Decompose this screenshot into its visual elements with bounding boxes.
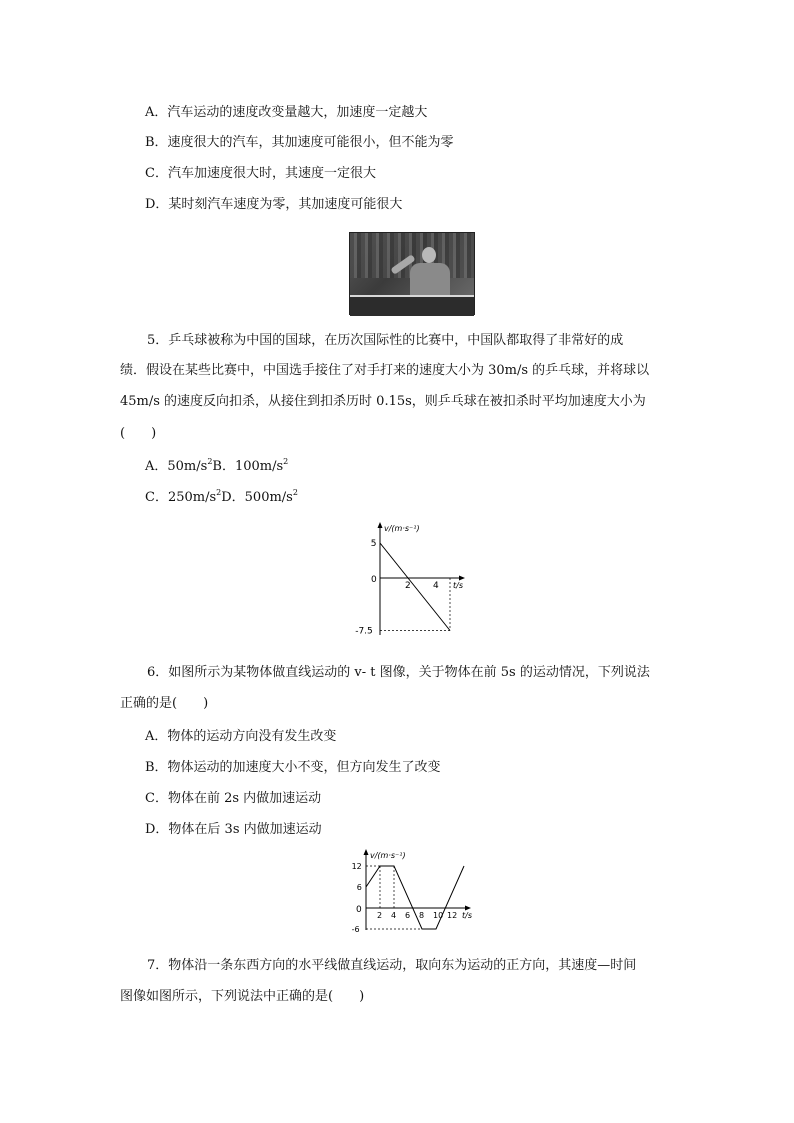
q5-option-c-sup: 2	[216, 488, 222, 497]
y-tick-label: 6	[356, 883, 362, 892]
chart2-y-arrow	[364, 849, 369, 855]
q5-line-1: 5．乒乓球被称为中国的国球，在历次国际性的比赛中，中国队都取得了非常好的成	[147, 333, 624, 348]
q5-option-d: D．500m/s	[221, 490, 293, 505]
q5-option-a: A．50m/s	[145, 459, 208, 474]
q6-option-c: C．物体在前 2s 内做加速运动	[145, 791, 322, 806]
q4-option-c: C．汽车加速度很大时，其速度一定很大	[145, 166, 376, 181]
q5-option-c: C．250m/s	[145, 490, 217, 505]
q6-line-2: 正确的是( )	[120, 696, 209, 711]
q4-option-a: A．汽车运动的速度改变量越大，加速度一定越大	[145, 105, 428, 120]
q4-option-d: D．某时刻汽车速度为零，其加速度可能很大	[145, 197, 403, 212]
y-tick-label: 5	[370, 539, 377, 549]
q6-option-d: D．物体在后 3s 内做加速运动	[145, 822, 322, 837]
x-tick-label: 8	[419, 911, 425, 920]
x-tick-label: 10	[433, 911, 444, 920]
vt-chart-2	[350, 846, 480, 936]
photo-table	[350, 295, 474, 316]
chart1-xlabel: t/s	[453, 581, 463, 590]
chart2-x-arrow	[465, 906, 471, 911]
q5-option-b-sup: 2	[283, 457, 289, 466]
q5-line-4: ( )	[120, 426, 157, 441]
q7-line-1: 7．物体沿一条东西方向的水平线做直线运动，取向东为运动的正方向，其速度—时间	[147, 958, 637, 973]
chart1-origin: 0	[371, 575, 377, 585]
q4-option-b: B．速度很大的汽车，其加速度可能很小，但不能为零	[145, 135, 454, 150]
x-tick-label: 2	[377, 911, 383, 920]
chart1-x-arrow	[459, 576, 465, 581]
chart1-ylabel: v/(m·s⁻¹)	[384, 524, 420, 533]
q5-line-2: 绩．假设在某些比赛中，中国选手接住了对手打来的速度大小为 30m/s 的乒乓球，并将球以	[120, 363, 650, 378]
q5-line-3: 45m/s 的速度反向扣杀，从接住到扣杀历时 0.15s，则乒乓球在被扣杀时平均加速度大小为	[120, 394, 646, 409]
x-tick-label: 6	[405, 911, 411, 920]
q5-options-ab	[145, 458, 288, 476]
x-tick-label: 4	[433, 581, 439, 591]
y-tick-label: -7.5	[355, 626, 373, 637]
table-tennis-photo	[349, 232, 475, 315]
x-tick-label: 12	[447, 911, 458, 920]
x-tick-label: 4	[391, 911, 397, 920]
series-line	[380, 543, 450, 631]
chart2-ylabel: v/(m·s⁻¹)	[370, 851, 406, 860]
chart1-y-arrow	[378, 522, 383, 528]
chart2-xlabel: t/s	[462, 911, 472, 920]
vt-chart-1	[355, 520, 480, 645]
q6-line-1: 6．如图所示为某物体做直线运动的 v- t 图像，关于物体在前 5s 的运动情况，下列说法	[147, 665, 650, 680]
q5-option-b: B．100m/s	[212, 459, 284, 474]
y-tick-label: -6	[351, 925, 360, 934]
y-tick-label: 12	[351, 862, 362, 871]
q6-option-b: B．物体运动的加速度大小不变，但方向发生了改变	[145, 760, 441, 775]
x-tick-label: 2	[405, 581, 411, 591]
q5-option-d-sup: 2	[292, 488, 298, 497]
q5-option-a-sup: 2	[207, 457, 213, 466]
chart2-origin: 0	[356, 905, 362, 915]
q5-options-cd	[145, 489, 298, 507]
photo-player-head	[422, 247, 436, 263]
q6-option-a: A．物体的运动方向没有发生改变	[145, 729, 337, 744]
q7-line-2: 图像如图所示，下列说法中正确的是( )	[120, 989, 365, 1004]
